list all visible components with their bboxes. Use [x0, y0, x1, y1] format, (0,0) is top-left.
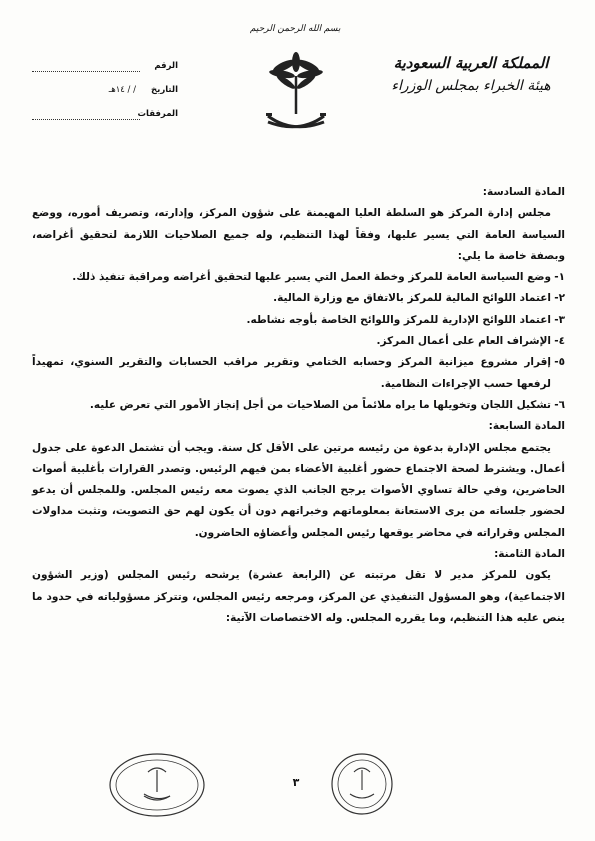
saudi-emblem-icon [262, 52, 330, 140]
item-text: الإشراف العام على أعمال المركز. [376, 335, 551, 348]
attachments-row [28, 102, 178, 126]
article8-text: يكون للمركز مدير لا تقل مرتبته عن (الرابعة عشرة) يرشحه رئيس المجلس (وزير الشؤون الاجتماعية)، وهو المسؤول التنفيذي عن المركز، ومرجعه رئيس المجلس، وتتركز مسؤولياته في حدود ما ينص عليه هذا التنظيم، وما يقرره المجلس. وله الاختصاصات الآتية: [32, 569, 565, 624]
item-text: إقرار مشروع ميزانية المركز وحسابه الختامي وتقرير مراقب الحسابات والتقرير السنوي، تمهيداً لرفعها حسب الإجراءات النظامية. [32, 356, 551, 390]
item-text: اعتماد اللوائح الإدارية للمركز واللوائح الخاصة بأوجه نشاطه. [246, 313, 551, 326]
document-body [32, 182, 565, 629]
item-text: تشكيل اللجان وتخويلها ما يراه ملائماً من الصلاحيات من أجل إنجاز الأمور التي تعرض عليه. [89, 398, 551, 411]
date-label: التاريخ [151, 85, 178, 95]
attachments-label: المرفقات [137, 109, 178, 119]
item-number: ٢- [554, 292, 565, 305]
organization-header [371, 54, 571, 94]
date-value: / / ١٤هـ [108, 85, 136, 95]
article6-item [32, 395, 565, 416]
article6-item [32, 288, 565, 309]
attachments-field [32, 109, 140, 120]
item-number: ٤- [554, 335, 565, 348]
reference-block [28, 54, 178, 126]
item-number: ٥- [554, 356, 565, 369]
ref-field [32, 61, 140, 72]
item-number: ١- [554, 271, 565, 284]
secretary-seal-stamp [330, 752, 394, 816]
article7-heading: المادة السابعة: [488, 420, 565, 433]
article6-heading: المادة السادسة: [482, 186, 565, 198]
article6-item [32, 310, 565, 331]
date-row [28, 78, 178, 102]
page-number: ٣ [292, 776, 300, 789]
item-number: ٦- [554, 398, 565, 411]
basmala: بسم الله الرحمن الرحيم [250, 24, 341, 34]
article8-heading: المادة الثامنة: [494, 548, 565, 561]
article7-text: يجتمع مجلس الإدارة بدعوة من رئيسه مرتين على الأقل كل سنة. ويجب أن تشتمل الدعوة على جدول أعمال. ويشترط لصحة الاجتماع حضور أغلبية الأعضاء بمن فيهم الرئيس. وتصدر القرارات بأغلبية أصوات الحاضرين، وفي حالة تساوي الأصوات يرجح الجانب الذي يصوت معه رئيس المجلس. وللمجلس أن يدعو لحضور جلساته من يرى الاستعانة بمعلوماتهم وخبراتهم دون أن يكون لهم حق التصويت، وتثبت مداولات المجلس وقراراته في محاضر يوقعها رئيس المجلس وأعضاؤه الحاضرون. [32, 441, 565, 539]
article6-item [32, 267, 565, 288]
org-line2: هيئة الخبراء بمجلس الوزراء [391, 78, 551, 94]
article6-item [32, 352, 565, 395]
org-line1: المملكة العربية السعودية [393, 54, 549, 72]
article6-item [32, 331, 565, 352]
item-number: ٣- [554, 313, 565, 326]
ref-label: الرقم [154, 61, 178, 71]
ref-row [28, 54, 178, 78]
item-text: اعتماد اللوائح المالية للمركز بالاتفاق مع وزارة المالية. [273, 292, 551, 305]
official-seal-stamp [108, 752, 206, 818]
item-text: وضع السياسة العامة للمركز وخطة العمل التي يسير عليها لتحقيق أغراضه ومراقبة تنفيذ ذلك. [72, 271, 551, 284]
article6-intro: مجلس إدارة المركز هو السلطة العليا المهيمنة على شؤون المركز، وإدارته، وتصريف أموره، ووضع السياسة العامة التي يسير عليها، وفقاً لهذا التنظيم، وله جميع الصلاحيات اللازمة لتحقيق أغراضه، وبصفة خاصة ما يلي: [32, 207, 565, 262]
